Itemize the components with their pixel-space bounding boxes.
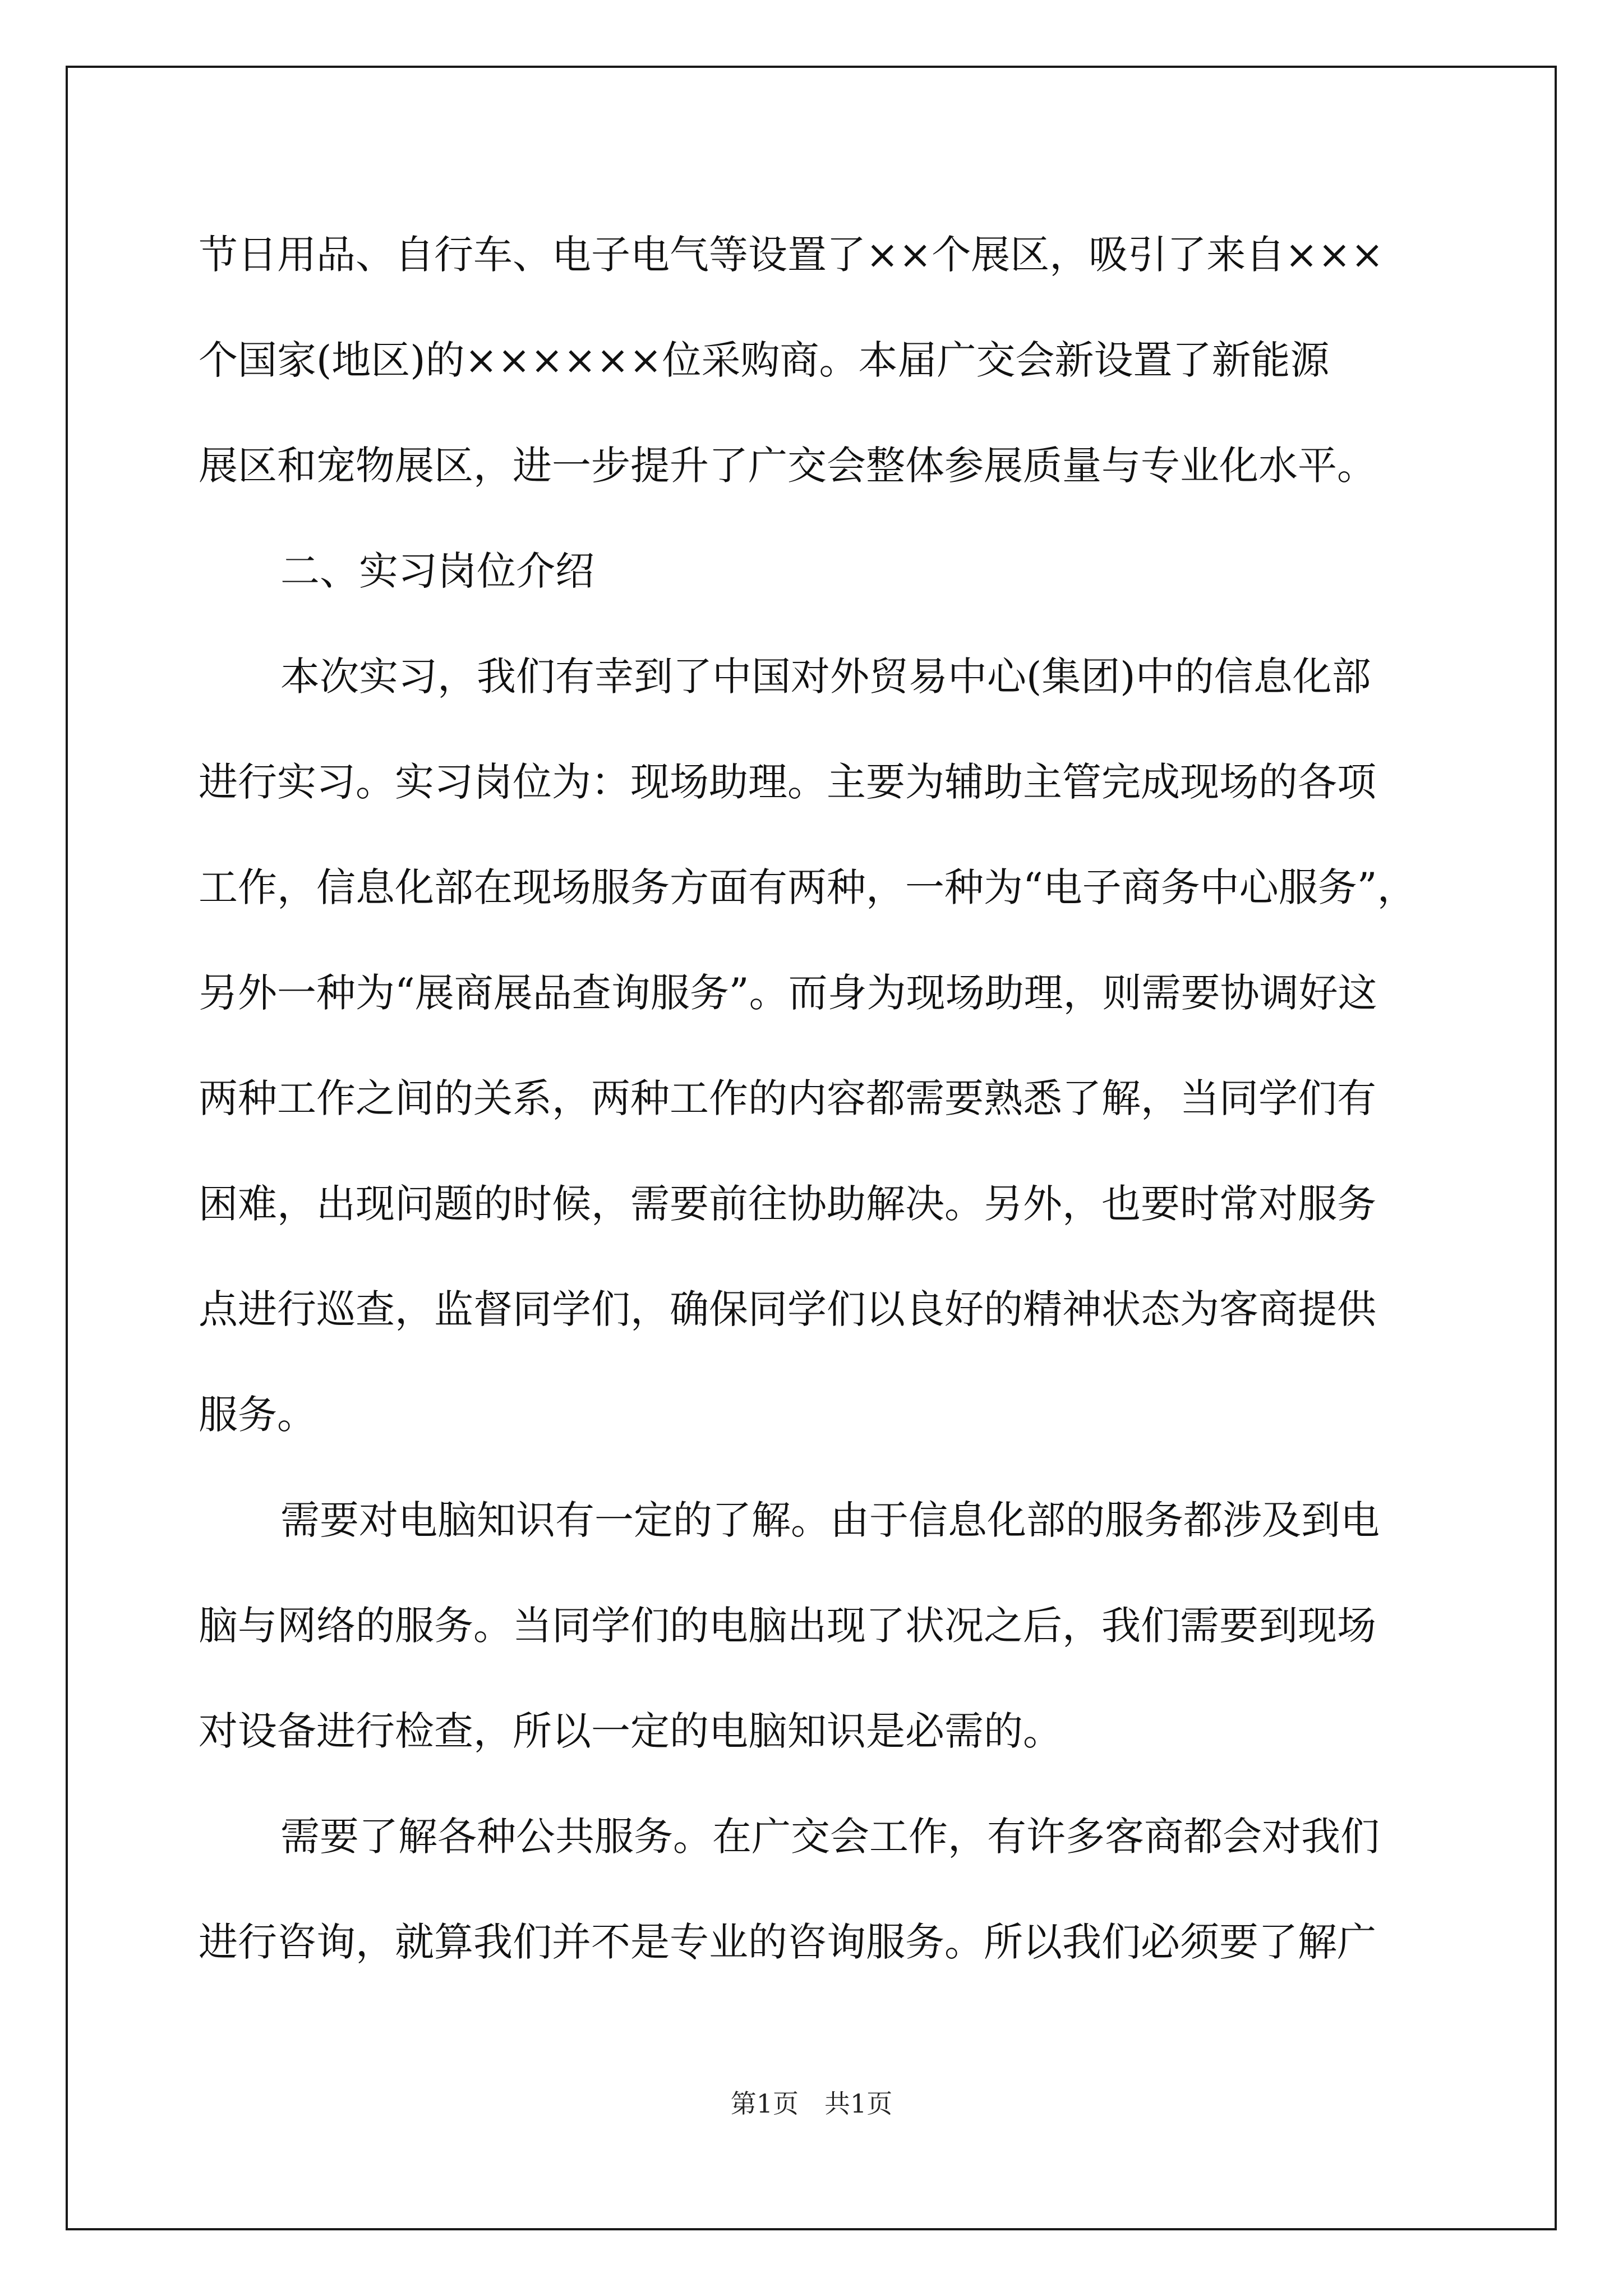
text-line: 需要了解各种公共服务。在广交会工作，有许多客商都会对我们	[280, 1814, 1380, 1860]
section-heading: 二、实习岗位介绍	[280, 548, 594, 594]
text-line: 个国家(地区)的××××××位采购商。本届广交会新设置了新能源	[199, 337, 1330, 383]
text-line: 需要对电脑知识有一定的了解。由于信息化部的服务都涉及到电	[280, 1497, 1380, 1543]
text-line: 节日用品、自行车、电子电气等设置了××个展区，吸引了来自×××	[199, 232, 1384, 278]
text-line: 另外一种为“展商展品查询服务”。而身为现场助理，则需要协调好这	[199, 970, 1377, 1016]
text-line: 脑与网络的服务。当同学们的电脑出现了状况之后，我们需要到现场	[199, 1603, 1376, 1649]
text-line: 困难，出现问题的时候，需要前往协助解决。另外，也要时常对服务	[199, 1181, 1376, 1227]
text-line: 服务。	[199, 1392, 316, 1438]
text-line: 进行咨询，就算我们并不是专业的咨询服务。所以我们必须要了解广	[199, 1919, 1376, 1965]
text-line: 进行实习。实习岗位为：现场助理。主要为辅助主管完成现场的各项	[199, 759, 1376, 805]
document-body	[199, 202, 1466, 1995]
text-line: 点进行巡查，监督同学们，确保同学们以良好的精神状态为客商提供	[199, 1286, 1376, 1332]
text-line: 本次实习，我们有幸到了中国对外贸易中心(集团)中的信息化部	[280, 654, 1371, 700]
text-line: 两种工作之间的关系，两种工作的内容都需要熟悉了解，当同学们有	[199, 1075, 1376, 1121]
text-line: 对设备进行检查，所以一定的电脑知识是必需的。	[199, 1708, 1062, 1754]
text-line: 展区和宠物展区，进一步提升了广交会整体参展质量与专业化水平。	[199, 443, 1376, 489]
text-line: 工作，信息化部在现场服务方面有两种，一种为“电子商务中心服务”，	[199, 864, 1417, 910]
page-footer: 第1页 共1页	[730, 2088, 893, 2119]
